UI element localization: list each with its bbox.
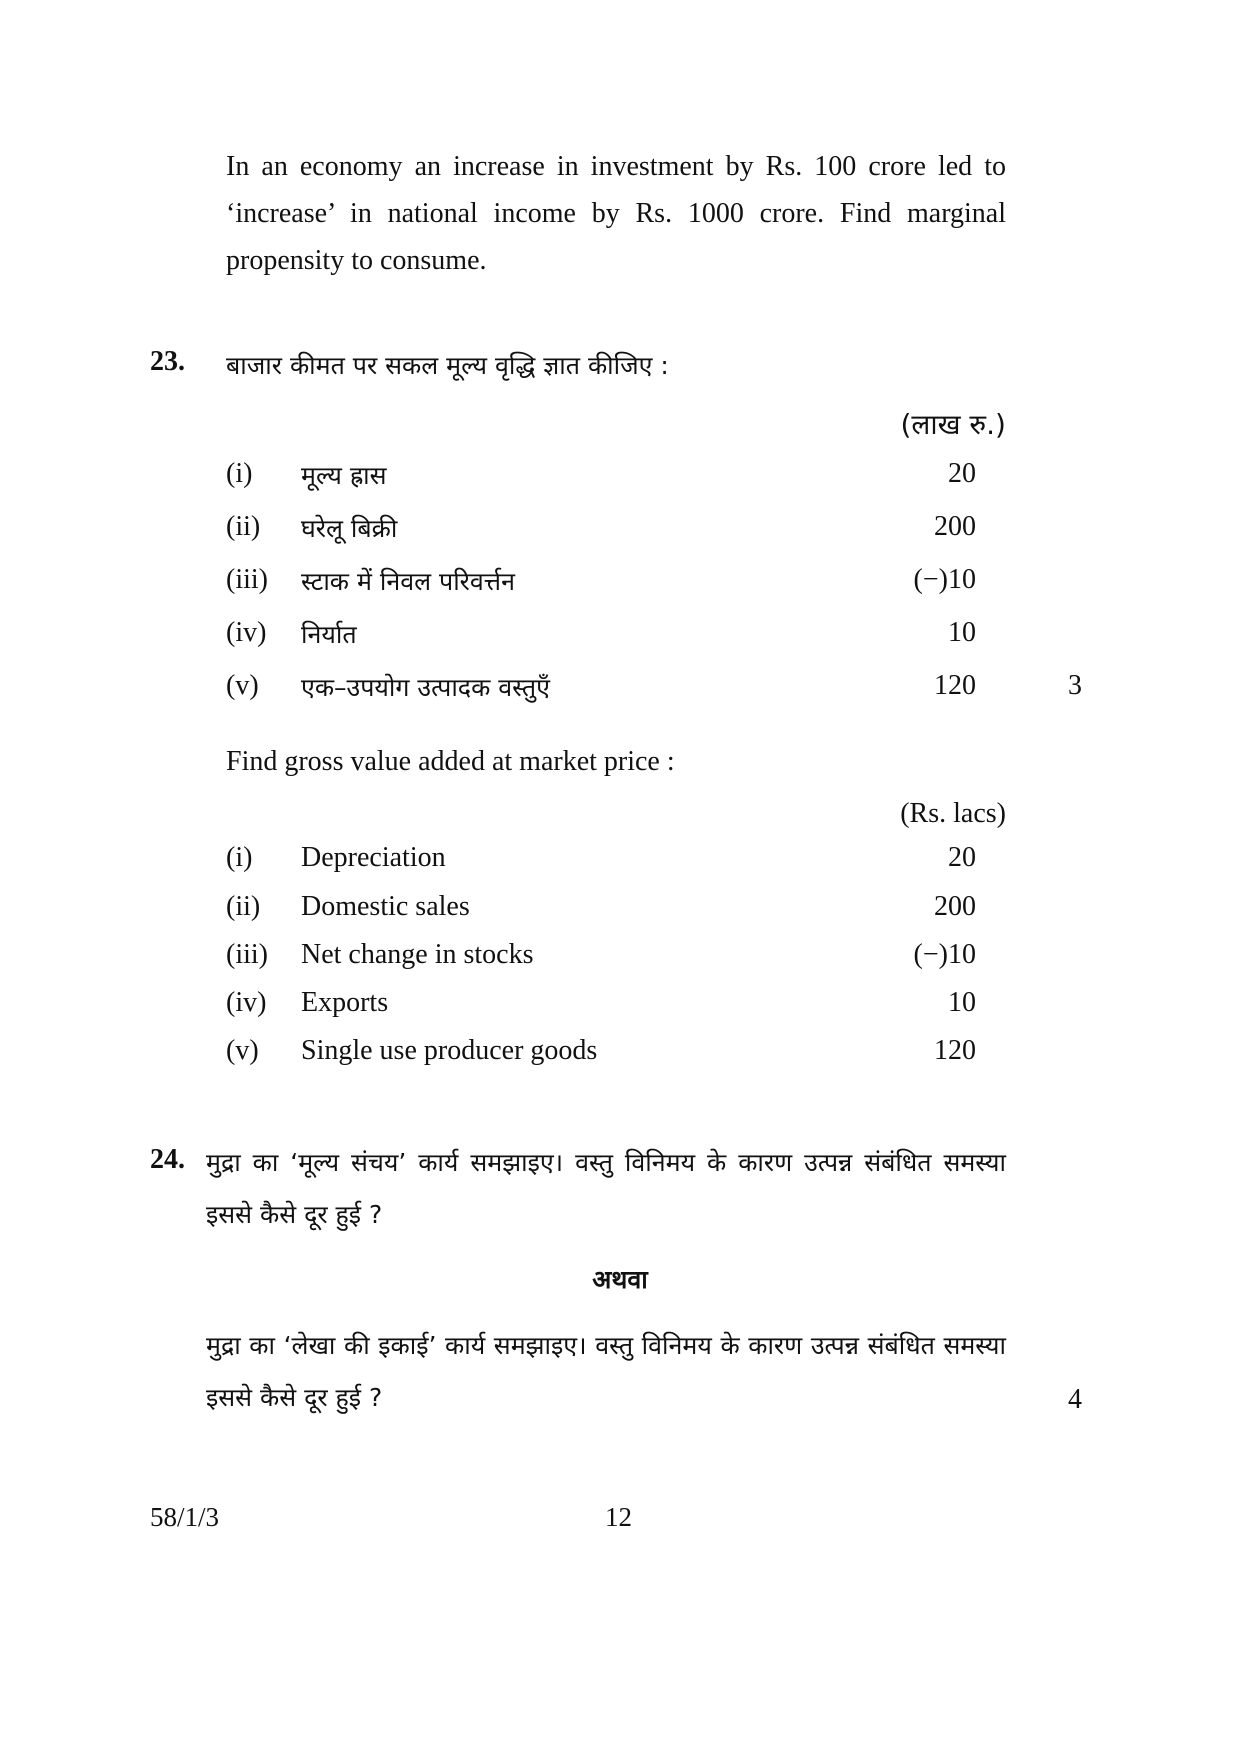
- english-item-row: [226, 842, 1006, 882]
- item-label: Exports: [301, 987, 389, 1018]
- question-24-text-a: मुद्रा का ‘मूल्य संचय’ कार्य समझाइए। वस्तु विनिमय के कारण उत्पन्न संबंधित समस्या इससे कैसे दूर हुई ?: [206, 1148, 1006, 1229]
- item-value: 120: [934, 670, 976, 701]
- item-number: (iii): [226, 939, 268, 970]
- item-number: (i): [226, 458, 253, 489]
- item-label: Net change in stocks: [301, 939, 534, 970]
- hindi-item-row: [226, 617, 1006, 657]
- hindi-item-row: [226, 511, 1006, 551]
- item-value: 10: [948, 617, 976, 648]
- item-value: 20: [948, 458, 976, 489]
- question-24-marks: 4: [1068, 1384, 1082, 1415]
- paper-code: 58/1/3: [150, 1502, 220, 1532]
- item-number: (iv): [226, 987, 267, 1018]
- item-number: (iii): [226, 564, 268, 595]
- english-item-row: [226, 1035, 1006, 1075]
- page-number: 12: [605, 1502, 632, 1532]
- english-item-row: [226, 939, 1006, 979]
- item-label: स्टाक में निवल परिवर्त्तन: [301, 567, 515, 596]
- item-number: (iv): [226, 617, 267, 648]
- intro-paragraph: In an economy an increase in investment by Rs. 100 crore led to ‘increase’ in national income by Rs. 1000 crore. Find marginal propensity to consume.: [226, 151, 1006, 276]
- item-value: 120: [934, 1035, 976, 1066]
- hindi-item-row: [226, 458, 1006, 498]
- or-label: अथवा: [592, 1265, 648, 1294]
- item-value: 10: [948, 987, 976, 1018]
- hindi-item-row: [226, 670, 1006, 710]
- item-value: (−)10: [913, 939, 976, 970]
- question-24-text-b: मुद्रा का ‘लेखा की इकाई’ कार्य समझाइए। वस्तु विनिमय के कारण उत्पन्न संबंधित समस्या इससे कैसे दूर हुई ?: [206, 1331, 1006, 1412]
- item-number: (v): [226, 670, 259, 701]
- item-value: 200: [934, 891, 976, 922]
- item-number: (ii): [226, 511, 261, 542]
- item-label: घरेलू बिक्री: [301, 514, 398, 543]
- item-number: (i): [226, 842, 253, 873]
- item-number: (v): [226, 1035, 259, 1066]
- question-24-number: 24.: [150, 1144, 185, 1175]
- question-23-hindi-text: बाजार कीमत पर सकल मूल्य वृद्धि ज्ञात कीजिए :: [226, 351, 669, 380]
- item-label: निर्यात: [301, 620, 357, 649]
- item-label: Depreciation: [301, 842, 446, 873]
- question-23-marks: 3: [1068, 670, 1082, 701]
- hindi-item-row: [226, 564, 1006, 604]
- item-label: Domestic sales: [301, 891, 470, 922]
- item-value: (−)10: [913, 564, 976, 595]
- item-label: एक–उपयोग उत्पादक वस्तुएँ: [301, 673, 550, 702]
- english-item-row: [226, 987, 1006, 1027]
- question-23-english-unit: (Rs. lacs): [900, 798, 1006, 829]
- english-item-row: [226, 891, 1006, 931]
- item-value: 20: [948, 842, 976, 873]
- item-label: Single use producer goods: [301, 1035, 598, 1066]
- item-value: 200: [934, 511, 976, 542]
- question-23-english-text: Find gross value added at market price :: [226, 746, 675, 777]
- question-23-number: 23.: [150, 346, 185, 377]
- item-label: मूल्य ह्रास: [301, 461, 387, 490]
- question-23-hindi-unit: (लाख रु.): [900, 408, 1006, 441]
- item-number: (ii): [226, 891, 261, 922]
